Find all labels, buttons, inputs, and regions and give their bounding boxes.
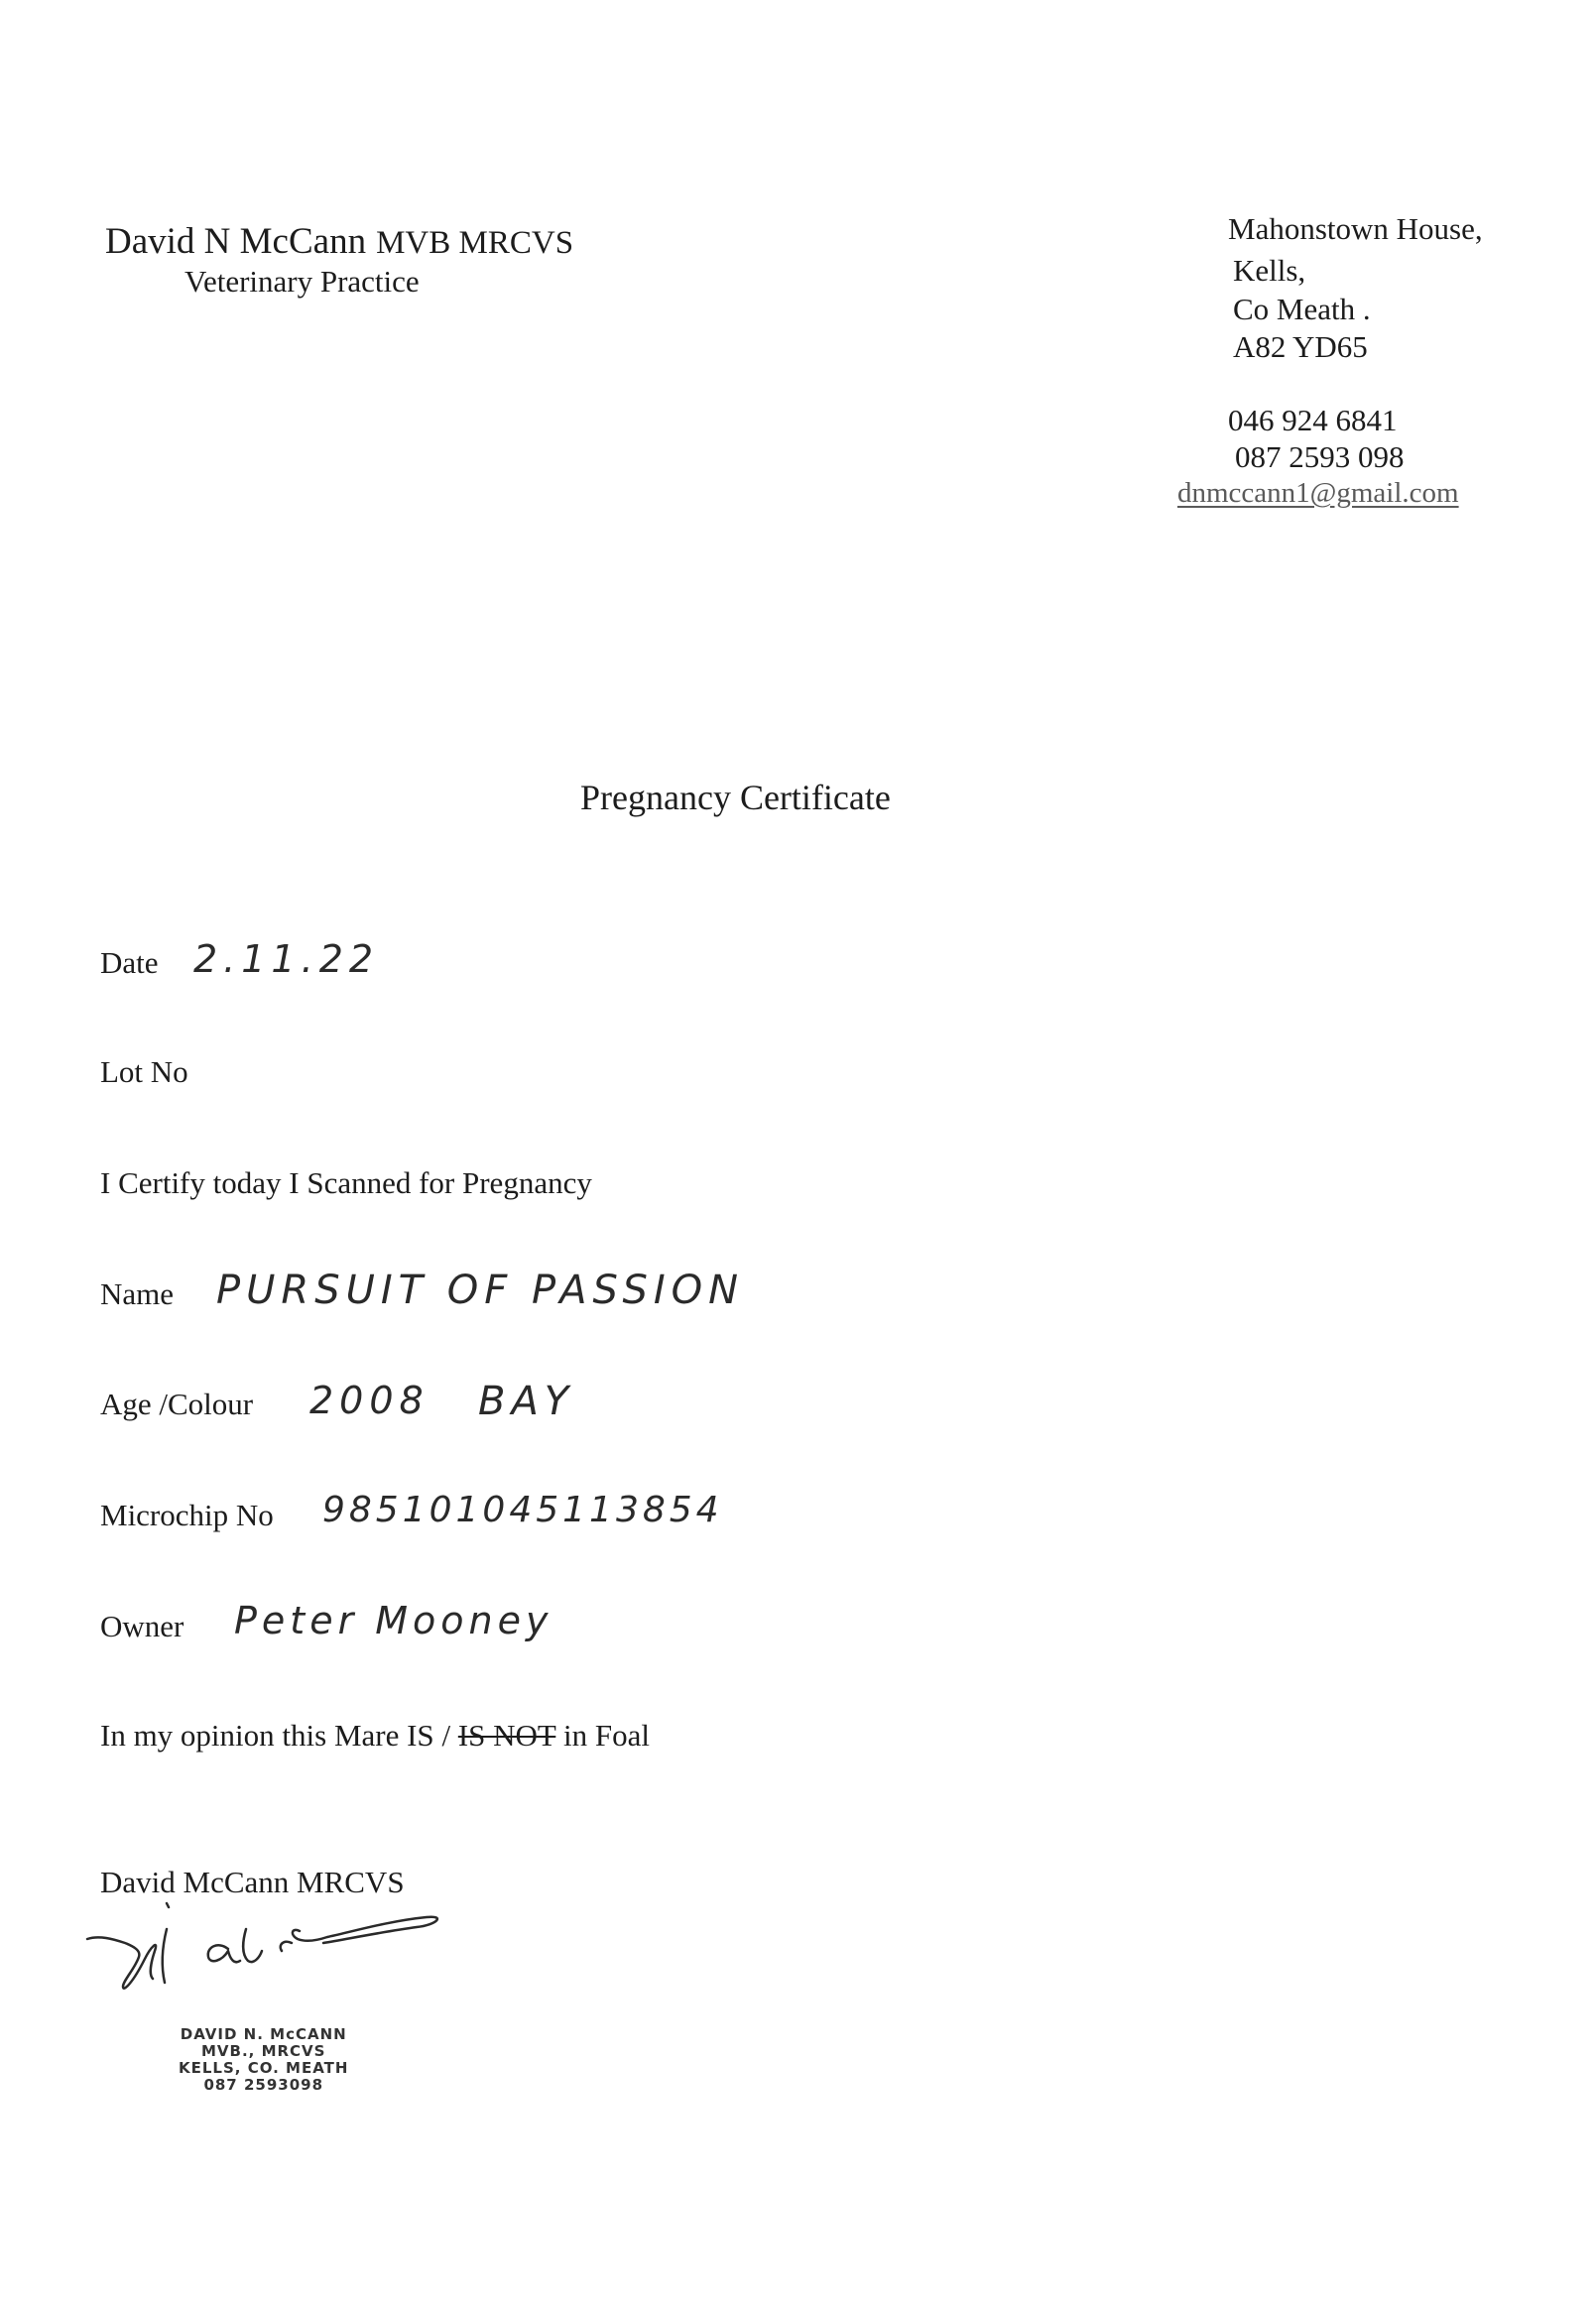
practice-stamp — [179, 2026, 348, 2094]
horse-name-value: PURSUIT OF PASSION — [216, 1268, 745, 1313]
name-label: Name — [100, 1276, 175, 1311]
microchip-label: Microchip No — [100, 1498, 274, 1532]
stamp-line: KELLS, CO. MEATH — [179, 2059, 349, 2077]
document-title: Pregnancy Certificate — [580, 778, 891, 817]
address-line-4: A82 YD65 — [1233, 329, 1368, 364]
address-line-1: Mahonstown House, — [1228, 211, 1483, 246]
age-colour-label: Age /Colour — [100, 1387, 254, 1421]
microchip-value: 985101045113854 — [322, 1490, 723, 1530]
owner-value: Peter Mooney — [234, 1599, 553, 1642]
practitioner-name-text: David N McCann — [105, 221, 367, 262]
practitioner-qualifications: MVB MRCVS — [376, 225, 574, 261]
date-label: Date — [100, 945, 159, 980]
owner-label: Owner — [100, 1609, 184, 1643]
practitioner-name — [105, 220, 573, 263]
signature-icon — [79, 1899, 536, 2008]
opinion-statement — [100, 1718, 650, 1754]
stamp-line: 087 2593098 — [203, 2076, 324, 2094]
phone-landline: 046 924 6841 — [1228, 403, 1398, 437]
opinion-separator: / — [441, 1718, 451, 1753]
address-line-3: Co Meath . — [1233, 292, 1371, 326]
phone-mobile: 087 2593 098 — [1235, 439, 1405, 474]
opinion-is-not-struck: IS NOT — [457, 1718, 556, 1753]
date-value: 2.11.22 — [193, 937, 380, 981]
stamp-line: MVB., MRCVS — [200, 2042, 326, 2060]
opinion-is: IS — [407, 1718, 434, 1753]
email-link[interactable]: dnmccann1@gmail.com — [1177, 477, 1459, 509]
certify-statement: I Certify today I Scanned for Pregnancy — [100, 1165, 592, 1200]
practice-type: Veterinary Practice — [184, 264, 420, 299]
age-value: 2008 — [309, 1379, 430, 1422]
opinion-prefix: In my opinion this Mare — [100, 1718, 400, 1753]
stamp-line: DAVID N. McCANN — [180, 2025, 347, 2043]
lot-no-label: Lot No — [100, 1054, 188, 1089]
opinion-suffix: in Foal — [563, 1718, 651, 1753]
address-line-2: Kells, — [1233, 253, 1306, 288]
signer-name: David McCann MRCVS — [100, 1865, 405, 1899]
colour-value: BAY — [478, 1379, 575, 1424]
